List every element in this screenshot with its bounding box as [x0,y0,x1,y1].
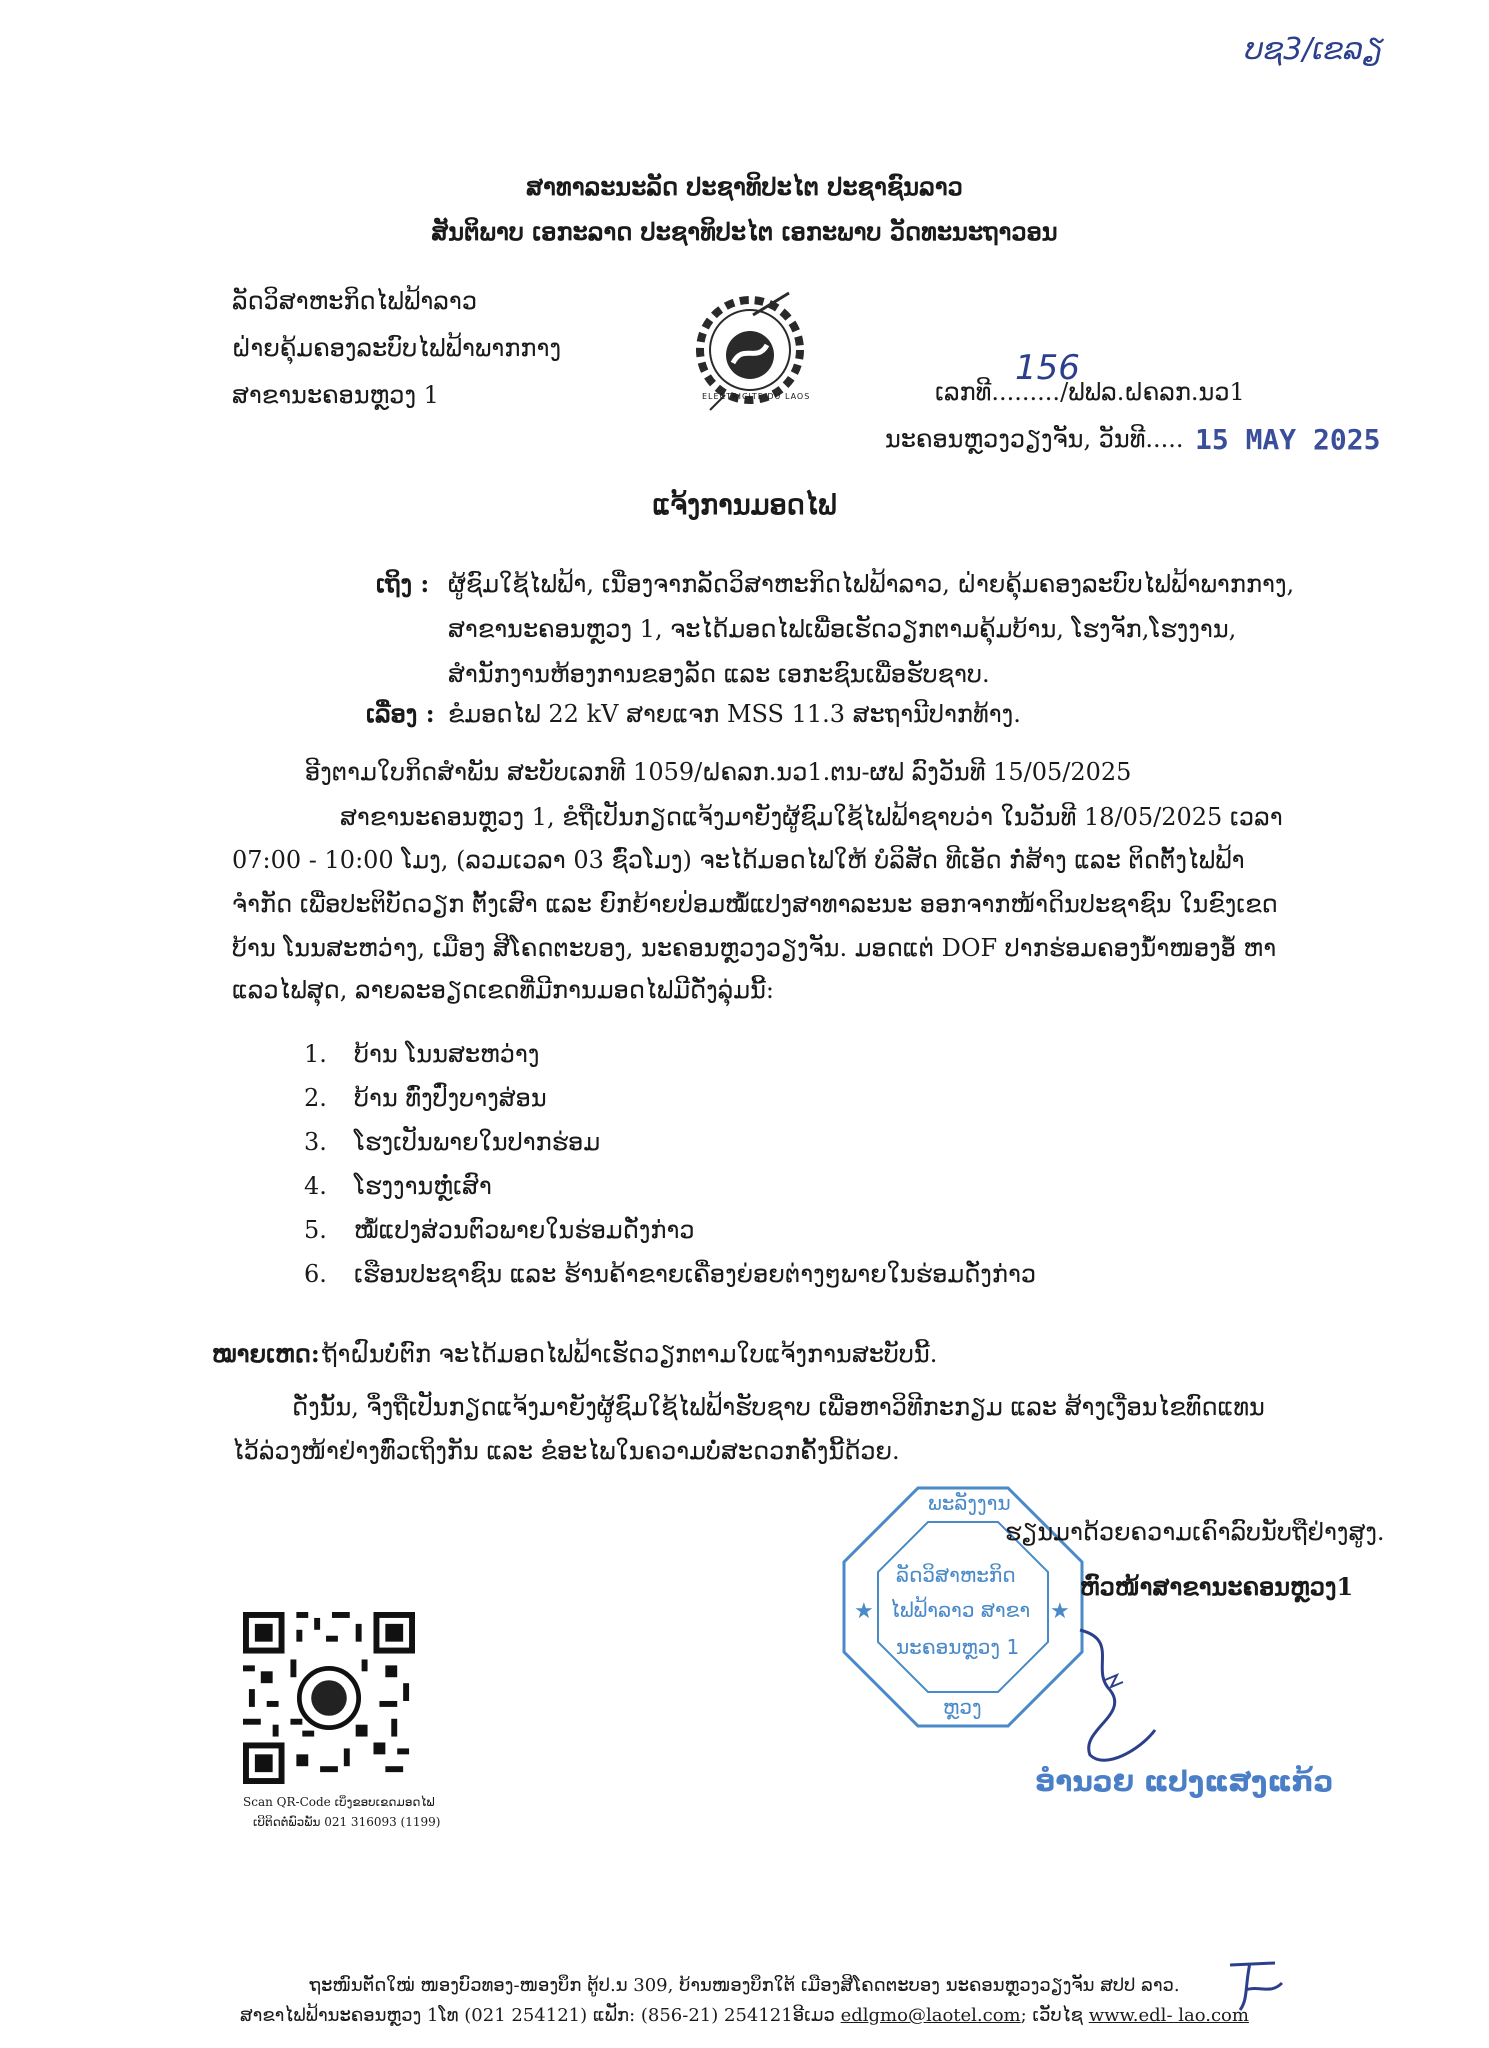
footer-address: ຖະໜົນຕັດໃໝ່ ໜອງບົວທອງ-ໜອງບຶກ ຕູ້ປ.ນ 309, ບ້ານໜອງບຶກໃຕ້ ເມືອງສີໂຄດຕະບອງ ນະຄອນຫຼວງວຽງຈັນ ສປປ ລາວ. [309,1975,1180,1996]
recipient-line3: ສຳນັກງານຫ້ອງການຂອງລັດ ແລະ ເອກະຊົນເພື່ອຮັບຊາບ. [448,660,990,688]
list-item [304,1040,539,1068]
body-line5: ແລວໄຟສຸດ, ລາຍລະອຽດເຂດທີ່ມີການມອດໄຟມີດັ່ງລຸ່ມນີ້: [232,976,774,1004]
handwritten-signature [1060,1620,1180,1770]
list-item-number: 5. [304,1216,327,1244]
reference-number [935,378,1245,406]
recipient-line1: ຜູ້ຊົມໃຊ້ໄຟຟ້າ, ເນື່ອງຈາກລັດວິສາຫະກິດໄຟຟ້າລາວ, ຝ່າຍຄຸ້ມຄອງລະບົບໄຟຟ້າພາກກາງ, [448,570,1295,598]
subject-label: ເລື່ອງ : [366,699,435,728]
list-item [304,1260,1036,1288]
org-name-line2: ຝ່າຍຄຸ້ມຄອງລະບົບໄຟຟ້າພາກກາງ [232,334,562,362]
qr-code[interactable] [243,1612,415,1784]
body-line1: ສາຂານະຄອນຫຼວງ 1, ຂໍຖືເປັນກຽດແຈ້ງມາຍັງຜູ້ຊົມໃຊ້ໄຟຟ້າຊາບວ່າ ໃນວັນທີ 18/05/2025 ເວລາ [340,803,1283,831]
list-item-text: ບ້ານ ທົ່ງປົ່ງບາງສ່ອນ [354,1084,547,1112]
list-item [304,1084,547,1112]
footer-website-link[interactable]: www.edl- lao.com [1088,2005,1249,2026]
footer-email-link[interactable]: edlgmo@laotel.com [840,2005,1021,2026]
reference-date: ນະຄອນຫຼວງວຽງຈັນ, ວັນທີ..... [885,425,1184,453]
signatory-position: ຫົວໜ້າສາຂານະຄອນຫຼວງ1 [1080,1572,1354,1601]
stamp-top-text: ພະລັງງານ [928,1491,1011,1515]
note-text: ຖ້າຝົນບໍ່ຕົກ ຈະໄດ້ມອດໄຟຟ້າເຮັດວຽກຕາມໃບແຈ້ງການສະບັບນີ້. [322,1340,938,1368]
reference-number-suffix: /ຟຟລ.ຝຄລກ.ນວ1 [1060,378,1245,406]
stamp-star-icon: ★ [1050,1599,1070,1624]
body-line3: ຈຳກັດ ເພື່ອປະຕິບັດວຽກ ຕັ້ງເສົາ ແລະ ຍົກຍ້າຍປ່ອມໝໍ້ແປງສາທາລະນະ ອອກຈາກໜ້າດິນປະຊາຊົນ ໃນຂົງເຂດ [232,890,1278,918]
recipient-line2: ສາຂານະຄອນຫຼວງ 1, ຈະໄດ້ມອດໄຟເພື່ອເຮັດວຽກຕາມຄຸ້ມບ້ານ, ໂຮງຈັກ,ໂຮງງານ, [448,615,1237,643]
list-item [304,1172,492,1200]
reference-basis: ອີງຕາມໃບກິດສຳພັນ ສະບັບເລກທີ 1059/ຝຄລກ.ນວ1.ຕນ-ຜຟ ລົງວັນທີ 15/05/2025 [305,758,1132,786]
stamp-line3: ນະຄອນຫຼວງ 1 [896,1635,1020,1659]
list-item-number: 1. [304,1040,327,1068]
footer-separator: ; ເວັບໄຊ [1020,2005,1083,2026]
footer-phone-fax: ສາຂາໄຟຟ້ານະຄອນຫຼວງ 1ໂທ (021 254121) ແຟັກ: (856-21) 254121ອີເມວ [240,2005,835,2026]
reference-number-handwritten: 156 [1015,348,1080,388]
list-item-text: ໂຮງງານຫຼໍ່ເສົາ [354,1172,492,1200]
national-header-line1: ສາທາລະນະລັດ ປະຊາທິປະໄຕ ປະຊາຊົນລາວ [526,172,963,201]
note-label: ໝາຍເຫດ: [212,1339,320,1368]
closing-line2: ໄວ້ລ່ວງໜ້າຢ່າງທົ່ວເຖິງກັນ ແລະ ຂໍອະໄພໃນຄວາມບໍ່ສະດວກຄັ້ງນີ້ດ້ວຍ. [232,1437,900,1465]
stamp-bottom-text: ຫຼວງ [943,1695,982,1719]
list-item-number: 4. [304,1172,327,1200]
list-item-text: ໂຮງເປັນພາຍໃນປາກຮ່ອມ [354,1128,601,1156]
list-item-number: 6. [304,1260,327,1288]
body-line2: 07:00 - 10:00 ໂມງ, (ລວມເວລາ 03 ຊົ່ວໂມງ) ຈະໄດ້ມອດໄຟໃຫ້ ບໍລິສັດ ທີເອັດ ກໍ່ສ້າງ ແລະ ຕິດຕັ້ງໄຟຟ້າ [232,846,1245,874]
org-name-line3: ສາຂານະຄອນຫຼວງ 1 [232,381,439,409]
body-line4: ບ້ານ ໂນນສະຫວ່າງ, ເມືອງ ສີໂຄດຕະບອງ, ນະຄອນຫຼວງວຽງຈັນ. ມອດແຕ່ DOF ປາກຮ່ອມຄອງນ້ຳໜອງອໍ້ ຫາ [232,934,1277,962]
recipient-label: ເຖິງ : [376,569,430,598]
list-item-text: ໝໍ້ແປງສ່ວນຕົວພາຍໃນຮ່ອມດັ່ງກ່າວ [354,1216,695,1244]
handwritten-registration-mark: ບຊ3/ເຂລຽ [1245,32,1384,67]
document-title: ແຈ້ງການມອດໄຟ [652,490,837,521]
closing-line1: ດັ່ງນັ້ນ, ຈຶ່ງຖືເປັນກຽດແຈ້ງມາຍັງຜູ້ຊົມໃຊ້ໄຟຟ້າຮັບຊາບ ເພື່ອຫາວິທີກະກຽມ ແລະ ສ້າງເງື່ອນໄຂທົດແທນ [292,1393,1265,1421]
reference-number-prefix: ເລກທີ......... [935,378,1061,406]
footer-initials [1220,1955,1290,2015]
subject-text: ຂໍມອດໄຟ 22 kV ສາຍແຈກ MSS 11.3 ສະຖານີປາກທ້າງ. [448,700,1021,728]
stamp-line1: ລັດວິສາຫະກິດ [896,1563,1016,1587]
regards-line: ຮຽນມາດ້ວຍຄວາມເຄົາລົບນັບຖືຢ່າງສູງ. [1005,1518,1385,1546]
qr-caption-line2: ເບີຕິດຕໍ່ພົວພັນ 021 316093 (1199) [253,1815,441,1829]
national-header-line2: ສັນຕິພາບ ເອກະລາດ ປະຊາທິປະໄຕ ເອກະພາບ ວັດທະນະຖາວອນ [431,217,1058,246]
stamp-line2: ໄຟຟ້າລາວ ສາຂາ [890,1598,1031,1622]
signatory-name: ອຳນວຍ ແປງແສງແກ້ວ [1035,1765,1334,1798]
qr-caption-line1: Scan QR-Code ເບິ່ງຂອບເຂດມອດໄຟ [243,1795,435,1809]
list-item-number: 3. [304,1128,327,1156]
list-item-text: ບ້ານ ໂນນສະຫວ່າງ [354,1040,540,1068]
org-name-line1: ລັດວິສາຫະກິດໄຟຟ້າລາວ [232,287,478,315]
list-item [304,1128,600,1156]
list-item-number: 2. [304,1084,327,1112]
list-item-text: ເຮືອນປະຊາຊົນ ແລະ ຮ້ານຄ້າຂາຍເຄື່ອງຍ່ອຍຕ່າງໆພາຍໃນຮ່ອມດັ່ງກ່າວ [354,1260,1037,1288]
logo-ring-text: ELECTRICITE DU LAOS [702,392,811,401]
stamp-star-icon: ★ [854,1599,874,1624]
date-stamp: 15 MAY 2025 [1195,423,1381,456]
list-item [304,1216,695,1244]
